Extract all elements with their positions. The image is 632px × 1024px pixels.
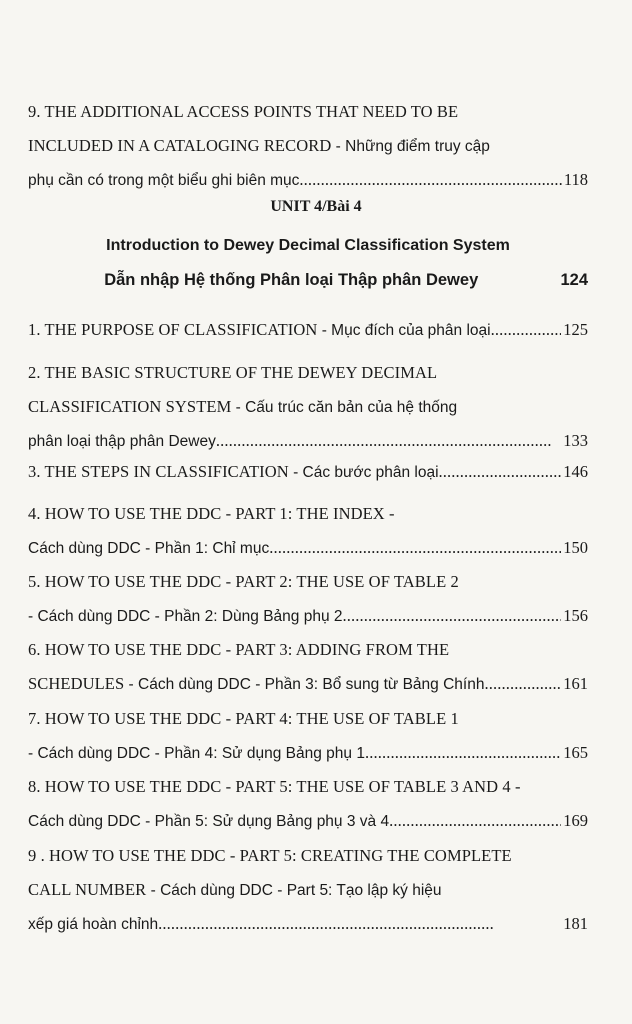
- toc-entry-text: [28, 873, 442, 907]
- page-number: 156: [563, 606, 588, 625]
- toc-entry-line: [28, 95, 588, 129]
- toc-entry-text: [28, 129, 490, 163]
- leader-dots: [484, 667, 561, 701]
- toc-entry-line: [28, 497, 588, 531]
- toc-entry-line: [28, 633, 588, 667]
- toc-entry-line: [28, 770, 588, 804]
- unit-title-en: Introduction to Dewey Decimal Classification System: [106, 237, 510, 254]
- toc-entry-text: [28, 702, 459, 736]
- toc-entry-title-en: INCLUDED IN A CATALOGING RECORD: [28, 136, 332, 155]
- toc-entry-line: [28, 907, 588, 941]
- leader-dots: [365, 736, 561, 770]
- toc-entry[interactable]: [28, 633, 588, 701]
- toc-entry-title-vn: - Mục đích của phân loại: [317, 322, 491, 339]
- toc-entry-line: [28, 565, 588, 599]
- toc-entry-line: [28, 839, 588, 873]
- toc-entry-title-vn: - Cách dùng DDC - Phần 2: Dùng Bảng phụ 2: [28, 608, 343, 625]
- toc-entry-title-vn: Cách dùng DDC - Phần 1: Chỉ mục: [28, 540, 270, 557]
- toc-entry-title-en: 7. HOW TO USE THE DDC - PART 4: THE USE OF TABLE 1: [28, 709, 459, 728]
- toc-entry-title-en: 9. THE ADDITIONAL ACCESS POINTS THAT NEED TO BE: [28, 102, 459, 121]
- toc-entry-title-en: 2. THE BASIC STRUCTURE OF THE DEWEY DECIMAL: [28, 363, 438, 382]
- toc-entry-title-en: 4. HOW TO USE THE DDC - PART 1: THE INDEX -: [28, 504, 395, 523]
- toc-entry-title-vn: xếp giá hoàn chỉnh: [28, 916, 159, 933]
- toc-entry-title-vn: - Các bước phân loại: [288, 464, 439, 481]
- toc-entry-line: [28, 667, 588, 701]
- toc-entry[interactable]: [28, 565, 588, 633]
- toc-entry-text: [28, 599, 343, 633]
- toc-entry-line: [28, 736, 588, 770]
- page-number: 133: [563, 431, 588, 450]
- toc-entry-line: [28, 873, 588, 907]
- toc-entry-text: [28, 804, 389, 838]
- toc-entry-line: [28, 129, 588, 163]
- leader-dots: [491, 313, 562, 347]
- toc-entry-text: [28, 736, 365, 770]
- toc-entry[interactable]: [28, 770, 588, 838]
- toc-entry[interactable]: [28, 839, 588, 941]
- toc-entry-line: [28, 702, 588, 736]
- toc-entry-line: [28, 455, 588, 489]
- leader-dots: [269, 531, 561, 565]
- toc-entry-text: [28, 163, 299, 197]
- toc-entry-text: [28, 907, 158, 941]
- toc-entry-text: [28, 667, 484, 701]
- page-number: 181: [563, 914, 588, 933]
- toc-entry-text: [28, 455, 439, 489]
- toc-entry-text: [28, 424, 216, 458]
- toc-entry-title-en: 9 . HOW TO USE THE DDC - PART 5: CREATING THE COMPLETE: [28, 846, 512, 865]
- toc-entry-title-vn: - Những điểm truy cập: [331, 138, 490, 155]
- page-number: 125: [563, 320, 588, 339]
- toc-entry-text: [28, 565, 459, 599]
- toc-entry-text: [28, 356, 437, 390]
- toc-entry[interactable]: [28, 455, 588, 489]
- unit-title-vn-line: [28, 271, 588, 290]
- page-number: 169: [563, 811, 588, 830]
- toc-entry-title-en: 1. THE PURPOSE OF CLASSIFICATION: [28, 320, 318, 339]
- toc-entry-title-en: CLASSIFICATION SYSTEM: [28, 397, 232, 416]
- toc-entry[interactable]: [28, 356, 588, 458]
- toc-entry-title-en: 8. HOW TO USE THE DDC - PART 5: THE USE OF TABLE 3 AND 4 -: [28, 777, 521, 796]
- toc-entry-title-en: SCHEDULES: [28, 674, 125, 693]
- toc-entry-text: [28, 313, 491, 347]
- toc-entry-title-vn: - Cách dùng DDC - Phần 3: Bổ sung từ Bảng Chính: [124, 676, 485, 693]
- page-number: 146: [563, 462, 588, 481]
- toc-entry-line: [28, 599, 588, 633]
- toc-entry-title-vn: - Cấu trúc căn bản của hệ thống: [231, 399, 458, 416]
- toc-entry-text: [28, 633, 449, 667]
- leader-dots: [389, 804, 561, 838]
- page-number: 165: [563, 743, 588, 762]
- leader-dots: [158, 907, 561, 941]
- toc-entry-title-en: CALL NUMBER: [28, 880, 147, 899]
- toc-entry-line: [28, 531, 588, 565]
- page-number: 161: [563, 674, 588, 693]
- toc-entry-line: [28, 804, 588, 838]
- toc-entry-title-vn: - Cách dùng DDC - Part 5: Tạo lập ký hiệu: [146, 882, 442, 899]
- toc-entry-text: [28, 531, 269, 565]
- toc-entry-line: [28, 356, 588, 390]
- toc-entry[interactable]: [28, 497, 588, 565]
- toc-entry-line: [28, 390, 588, 424]
- unit-title-vn: Dẫn nhập Hệ thống Phân loại Thập phân Dewey: [104, 271, 479, 289]
- leader-dots: [343, 599, 562, 633]
- toc-entry-text: [28, 497, 395, 531]
- toc-entry-line: [28, 163, 588, 197]
- unit-heading: UNIT 4/Bài 4: [270, 198, 362, 215]
- toc-entry-text: [28, 390, 457, 424]
- leader-dots: [299, 163, 561, 197]
- toc-entry-title-en: 5. HOW TO USE THE DDC - PART 2: THE USE OF TABLE 2: [28, 572, 459, 591]
- toc-entry-title-en: 6. HOW TO USE THE DDC - PART 3: ADDING FROM THE: [28, 640, 450, 659]
- toc-entry[interactable]: [28, 95, 588, 197]
- leader-dots: [439, 455, 562, 489]
- toc-entry-text: [28, 839, 512, 873]
- toc-entry-title-en: 3. THE STEPS IN CLASSIFICATION: [28, 462, 289, 481]
- unit-page-number: 124: [560, 271, 588, 289]
- toc-entry-line: [28, 424, 588, 458]
- toc-entry-title-vn: phụ cần có trong một biểu ghi biên mục: [28, 172, 300, 189]
- toc-entry-title-vn: - Cách dùng DDC - Phần 4: Sử dụng Bảng phụ 1: [28, 745, 365, 762]
- page-number: 150: [563, 538, 588, 557]
- toc-entry-title-vn: phân loại thập phân Dewey: [28, 433, 216, 450]
- toc-entry-line: [28, 313, 588, 347]
- leader-dots: [216, 424, 561, 458]
- toc-entry-title-vn: Cách dùng DDC - Phần 5: Sử dụng Bảng phụ 3 và 4: [28, 813, 390, 830]
- toc-entry[interactable]: [28, 702, 588, 770]
- toc-entry-text: [28, 95, 458, 129]
- page-number: 118: [563, 170, 588, 189]
- toc-entry-text: [28, 770, 521, 804]
- toc-entry[interactable]: [28, 313, 588, 347]
